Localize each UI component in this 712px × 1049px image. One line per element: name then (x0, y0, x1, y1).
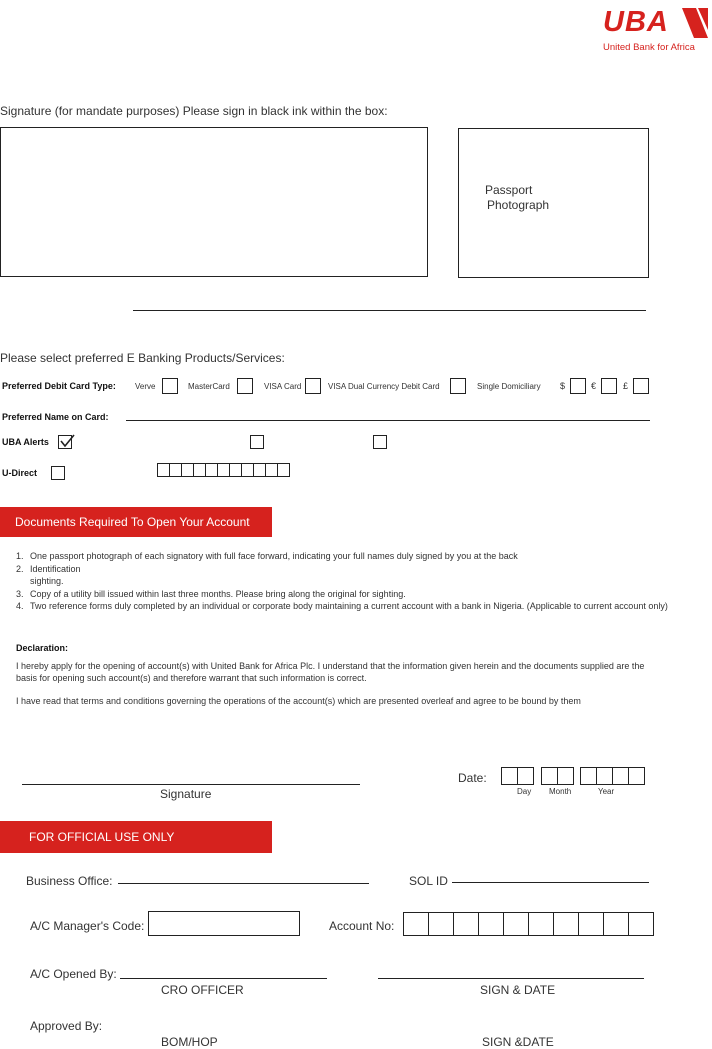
pound-checkbox[interactable] (633, 378, 649, 394)
euro-checkbox[interactable] (601, 378, 617, 394)
applicant-signature-line[interactable] (22, 784, 360, 785)
ac-manager-code-label: A/C Manager's Code: (30, 919, 145, 933)
date-label: Date: (458, 771, 487, 785)
list-item-text: Two reference forms duly completed by an individual or corporate body maintaining a current account with a bank in Nigeria. (Applicable to current account only) (30, 601, 668, 611)
ac-opened-sign-field[interactable] (378, 978, 644, 979)
sign-date-label: SIGN & DATE (480, 983, 556, 997)
business-office-label: Business Office: (26, 874, 113, 888)
uba-logo-text: UBA (603, 6, 669, 38)
alerts-option-checkbox-2[interactable] (250, 435, 264, 449)
uba-tagline: United Bank for Africa (603, 42, 695, 53)
signature-underline (133, 310, 646, 311)
uba-alerts-label: UBA Alerts (2, 437, 49, 447)
list-item (16, 550, 696, 563)
approved-by-label: Approved By: (30, 1019, 103, 1033)
declaration-para-1: I hereby apply for the opening of account(s) with United Bank for Africa Plc. I understand that the information given herein and the documents supplied are the basis for opening such account(s) and therefore warrant that such information is correct. (16, 661, 645, 683)
debit-card-label: Preferred Debit Card Type: (2, 381, 116, 391)
applicant-signature-label: Signature (160, 787, 212, 801)
u-direct-cells[interactable] (157, 463, 290, 477)
list-item-num: 4. (16, 601, 24, 611)
bom-hop-label: BOM/HOP (161, 1035, 218, 1049)
uba-alerts-checkbox[interactable] (58, 435, 72, 449)
documents-list (16, 550, 696, 613)
list-item (16, 600, 696, 613)
business-office-field[interactable] (118, 883, 369, 884)
dollar-checkbox[interactable] (570, 378, 586, 394)
cro-officer-label: CRO OFFICER (161, 983, 244, 997)
account-no-label: Account No: (329, 919, 395, 933)
passport-photo-box (458, 128, 649, 278)
list-item-text: sighting. (30, 576, 64, 586)
visa-checkbox[interactable] (305, 378, 321, 394)
name-on-card-field[interactable] (126, 420, 650, 421)
mastercard-checkbox[interactable] (237, 378, 253, 394)
card-option-mastercard: MasterCard (188, 382, 230, 391)
date-month-cells[interactable] (541, 767, 574, 785)
list-item (16, 588, 696, 601)
u-direct-checkbox[interactable] (51, 466, 65, 480)
ac-opened-by-label: A/C Opened By: (30, 967, 117, 981)
uba-logo-icon (678, 6, 712, 40)
name-on-card-label: Preferred Name on Card: (2, 412, 109, 422)
card-option-domiciliary: Single Domiciliary (477, 382, 541, 391)
account-no-cells[interactable] (403, 912, 654, 936)
checkmark-icon (59, 433, 75, 449)
passport-label-line2: Photograph (487, 198, 550, 212)
year-label: Year (598, 787, 615, 796)
date-year-cells[interactable] (580, 767, 645, 785)
signature-instruction: Signature (for mandate purposes) Please sign in black ink within the box: (0, 104, 388, 118)
day-label: Day (517, 787, 532, 796)
card-option-verve: Verve (135, 382, 156, 391)
declaration-heading: Declaration: (16, 643, 69, 653)
sol-id-field[interactable] (452, 882, 649, 883)
currency-euro: € (591, 381, 597, 391)
card-option-visa-dual: VISA Dual Currency Debit Card (328, 382, 440, 391)
signature-box[interactable] (0, 127, 428, 277)
sign-date-label-2: SIGN &DATE (482, 1035, 554, 1049)
list-item-num: 3. (16, 588, 24, 599)
documents-banner-text: Documents Required To Open Your Account (15, 515, 250, 529)
documents-banner (0, 507, 272, 537)
list-item (16, 563, 696, 576)
list-item-num: 2. (16, 563, 24, 574)
ac-manager-code-field[interactable] (148, 911, 300, 936)
list-item-text: Identification (30, 563, 81, 574)
ebanking-heading: Please select preferred E Banking Products/Services: (0, 351, 285, 365)
ac-opened-by-field[interactable] (120, 978, 327, 979)
sol-id-label: SOL ID (409, 874, 448, 888)
official-use-banner (0, 821, 272, 853)
currency-pound: £ (623, 381, 629, 391)
date-day-cells[interactable] (501, 767, 534, 785)
u-direct-label: U-Direct (2, 468, 38, 478)
list-item-num: 1. (16, 551, 24, 561)
list-item-text: One passport photograph of each signatory with full face forward, indicating your full names duly signed by you at the back (30, 551, 518, 561)
alerts-option-checkbox-3[interactable] (373, 435, 387, 449)
month-label: Month (549, 787, 572, 796)
card-option-visa: VISA Card (264, 382, 302, 391)
visa-dual-checkbox[interactable] (450, 378, 466, 394)
passport-label-line1: Passport (485, 183, 533, 197)
declaration-para-2: I have read that terms and conditions governing the operations of the account(s) which are presented overleaf and agree to be bound by them (16, 696, 581, 706)
verve-checkbox[interactable] (162, 378, 178, 394)
list-item-text: Copy of a utility bill issued within last three months. Please bring along the original for sighting. (30, 588, 406, 599)
list-item (16, 575, 696, 588)
currency-dollar: $ (560, 381, 566, 391)
official-use-banner-text: FOR OFFICIAL USE ONLY (29, 830, 175, 844)
